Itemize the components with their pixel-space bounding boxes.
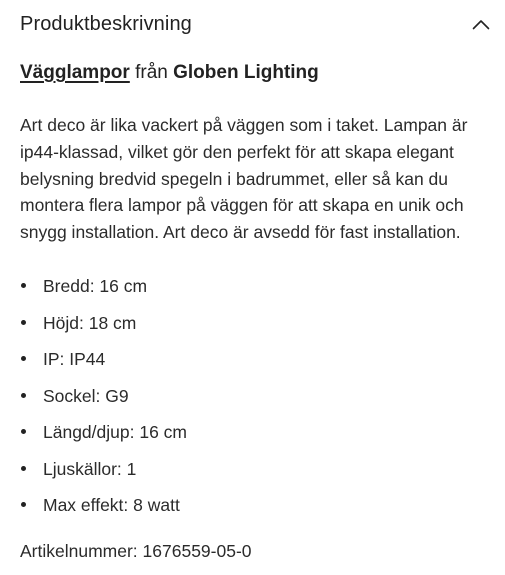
spec-item (20, 309, 187, 346)
bullet-icon (21, 393, 26, 398)
description-text: Art deco är lika vackert på väggen som i taket. Lampan är ip44-klassad, vilket gör den perfekt för att skapa elegant belysning bredvid spegeln i badrummet, eller så kan du montera flera lampor på väggen för att skapa en unik och snygg installation. Art deco är avsedd för fast installation. (20, 115, 468, 243)
spec-text: Längd/djup: 16 cm (43, 422, 187, 442)
product-description-header[interactable] (20, 9, 495, 39)
section-title: Produktbeskrivning (20, 12, 192, 35)
spec-text: Bredd: 16 cm (43, 276, 148, 296)
category-link[interactable]: Vägglampor (20, 62, 130, 83)
spec-item (20, 418, 187, 455)
bullet-icon (21, 429, 26, 434)
spec-text: Höjd: 18 cm (43, 312, 137, 333)
spec-item (20, 455, 187, 492)
spec-text: Max effekt: 8 watt (43, 495, 180, 515)
bullet-icon (21, 502, 26, 507)
product-category-line (20, 62, 319, 84)
spec-text: IP: IP44 (43, 349, 106, 369)
brand-name: Globen Lighting (173, 62, 319, 83)
spec-list (20, 272, 187, 528)
bullet-icon (21, 283, 26, 288)
bullet-icon (21, 320, 26, 325)
spec-item (20, 491, 187, 528)
bullet-icon (21, 356, 26, 361)
bullet-icon (21, 466, 26, 471)
spec-item (20, 272, 187, 309)
chevron-up-icon[interactable] (469, 12, 493, 36)
article-number: Artikelnummer: 1676559-05-0 (20, 541, 252, 561)
spec-text: Sockel: G9 (43, 385, 129, 406)
spec-item (20, 382, 187, 419)
spec-text: Ljuskällor: 1 (43, 458, 137, 479)
from-text: från (135, 62, 168, 83)
spec-item (20, 345, 187, 382)
